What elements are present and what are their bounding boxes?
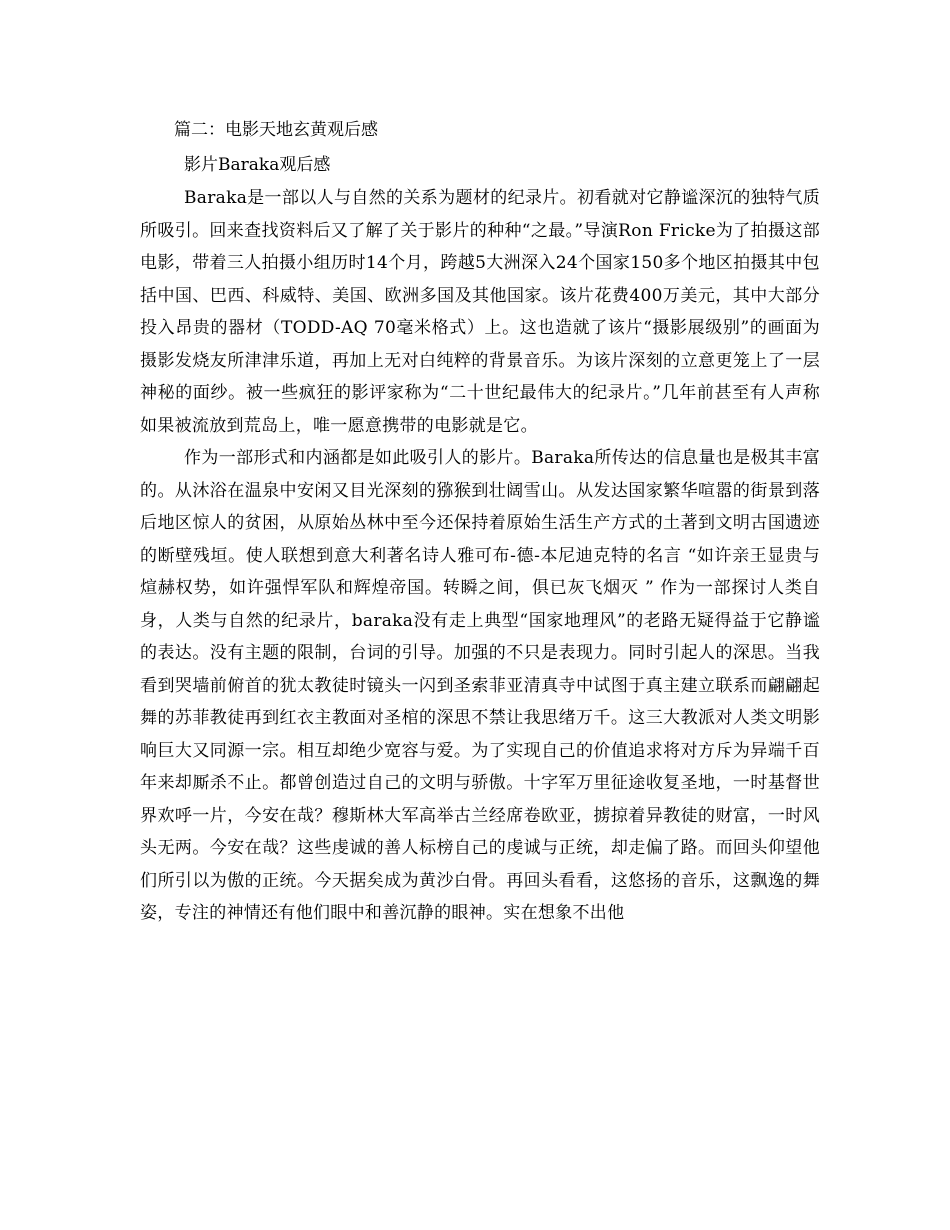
document-subtitle: 影片Baraka观后感 [184, 155, 331, 175]
document-title: 篇二：电影天地玄黄观后感 [174, 120, 378, 140]
paragraph-2: 作为一部形式和内涵都是如此吸引人的影片。Baraka所传达的信息量也是极其丰富的。从沐浴在温泉中安闲又目光深刻的猕猴到壮阔雪山。从发达国家繁华喧嚣的街景到落后地区惊人的贫困，从原始丛林中至今还保持着原始生活生产方式的土著到文明古国遗迹的断壁残垣。使人联想到意大利著名诗人雅可布-德-本尼迪克特的名言 “如许亲王显贵与煊赫权势，如许强悍军队和辉煌帝国。转瞬之间，俱已灰飞烟灭 ” 作为一部探讨人类自身，人类与自然的纪录片，baraka没有走上典型“国家地理风”的老路无疑得益于它静谧的表达。没有主题的限制，台词的引导。加强的不只是表现力。同时引起人的深思。当我看到哭墙前俯首的犹太教徒时镜头一闪到圣索菲亚清真寺中试图于真主建立联系而翩翩起舞的苏菲教徒再到红衣主教面对圣棺的深思不禁让我思绪万千。这三大教派对人类文明影响巨大又同源一宗。相互却绝少宽容与爱。为了实现自己的价值追求将对方斥为异端千百年来却厮杀不止。都曾创造过自己的文明与骄傲。十字军万里征途收复圣地，一时基督世界欢呼一片，今安在哉？穆斯林大军高举古兰经席卷欧亚，掳掠着异教徒的财富，一时风头无两。今安在哉？这些虔诚的善人标榜自己的虔诚与正统，却走偏了路。而回头仰望他们所引以为傲的正统。今天据矣成为黄沙白骨。再回头看看，这悠扬的音乐，这飘逸的舞姿，专注的神情还有他们眼中和善沉静的眼神。实在想象不出他 [140, 448, 820, 923]
document-body [140, 112, 820, 930]
paragraph-1: Baraka是一部以人与自然的关系为题材的纪录片。初看就对它静谧深沉的独特气质所吸引。回来查找资料后又了解了关于影片的种种“之最。”导演Ron Fricke为了拍摄这部电影，带着三人拍摄小组历时14个月，跨越5大洲深入24个国家150多个地区拍摄其中包括中国、巴西、科威特、美国、欧洲多国及其他国家。该片花费400万美元，其中大部分投入昂贵的器材（TODD-AQ 70毫米格式）上。这也造就了该片“摄影展级别”的画面为摄影发烧友所津津乐道，再加上无对白纯粹的背景音乐。为该片深刻的立意更笼上了一层神秘的面纱。被一些疯狂的影评家称为“二十世纪最伟大的纪录片。”几年前甚至有人声称如果被流放到荒岛上，唯一愿意携带的电影就是它。 [140, 188, 820, 436]
